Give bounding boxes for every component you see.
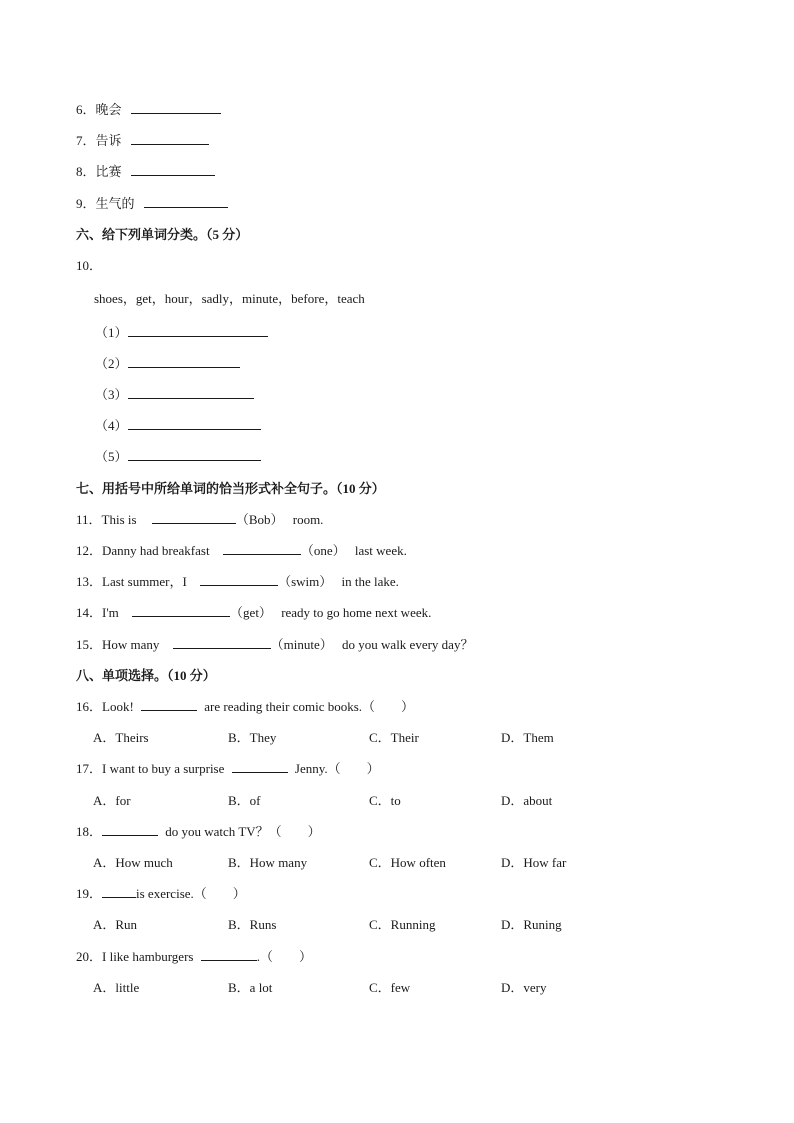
- option-a[interactable]: A．for: [93, 793, 131, 808]
- option-b[interactable]: B．a lot: [228, 980, 273, 995]
- category-label: （5）: [95, 449, 128, 464]
- question-20: [76, 948, 312, 966]
- question-text: 15．How many: [76, 637, 160, 652]
- word-hint: （swim）: [278, 574, 333, 589]
- answer-blank[interactable]: [223, 542, 301, 555]
- word-hint: （get）: [230, 605, 272, 620]
- answer-blank[interactable]: [141, 698, 197, 711]
- option-c[interactable]: C．to: [369, 793, 401, 808]
- category-item-2: [95, 355, 240, 373]
- category-item-5: [95, 448, 261, 466]
- answer-blank[interactable]: [131, 101, 221, 114]
- word-list: shoes，get，hour，sadly，minute，before，teach: [94, 291, 365, 306]
- question-19: [76, 885, 246, 903]
- section-7-heading: 七、用括号中所给单词的恰当形式补全句子。（10 分）: [76, 481, 385, 496]
- vocab-item-6: [76, 101, 221, 119]
- question-text: 14．I'm: [76, 605, 119, 620]
- option-d[interactable]: D．How far: [501, 855, 567, 870]
- vocab-item-9: [76, 195, 228, 213]
- question-14: [76, 604, 431, 622]
- answer-blank[interactable]: [201, 948, 257, 961]
- vocab-number: 6．: [76, 102, 96, 117]
- question-text-end: .（ ）: [256, 949, 312, 964]
- category-item-1: [95, 324, 268, 342]
- option-c[interactable]: C．Running: [369, 917, 436, 932]
- answer-blank[interactable]: [144, 195, 228, 208]
- option-a[interactable]: A．Run: [93, 917, 138, 932]
- answer-blank[interactable]: [200, 573, 278, 586]
- question-text: 17．I want to buy a surprise: [76, 761, 225, 776]
- answer-blank[interactable]: [102, 885, 136, 898]
- section-8-heading: 八、单项选择。（10 分）: [76, 668, 216, 683]
- answer-blank[interactable]: [131, 132, 209, 145]
- question-text-end: Jenny.（ ）: [294, 761, 380, 776]
- vocab-number: 9．: [76, 196, 96, 211]
- vocab-item-7: [76, 132, 209, 150]
- question-text: 13．Last summer，I: [76, 574, 187, 589]
- question-13: [76, 573, 399, 591]
- vocab-word: 晚会: [95, 102, 122, 117]
- question-text-end: do you walk every day？: [342, 637, 474, 652]
- answer-blank[interactable]: [131, 163, 215, 176]
- vocab-item-8: [76, 163, 215, 181]
- option-d[interactable]: D．about: [501, 793, 553, 808]
- option-b[interactable]: B．They: [228, 730, 277, 745]
- option-a[interactable]: A．Theirs: [93, 730, 149, 745]
- answer-blank[interactable]: [128, 355, 240, 368]
- question-text-end: do you watch TV？（ ）: [165, 824, 321, 839]
- category-label: （4）: [95, 418, 128, 433]
- question-text: 11．This is: [76, 512, 137, 527]
- answer-blank[interactable]: [128, 417, 261, 430]
- answer-blank[interactable]: [128, 386, 254, 399]
- option-d[interactable]: D．Runing: [501, 917, 562, 932]
- option-a[interactable]: A．How much: [93, 855, 173, 870]
- option-c[interactable]: C．How often: [369, 855, 446, 870]
- answer-blank[interactable]: [128, 324, 268, 337]
- category-label: （3）: [95, 387, 128, 402]
- option-b[interactable]: B．How many: [228, 855, 308, 870]
- question-text-end: is exercise.（ ）: [136, 886, 246, 901]
- question-text: 20．I like hamburgers: [76, 949, 194, 964]
- section-6-heading: 六、给下列单词分类。（5 分）: [76, 227, 249, 242]
- question-text: 19．: [76, 886, 103, 901]
- answer-blank[interactable]: [132, 604, 230, 617]
- option-c[interactable]: C．Their: [369, 730, 419, 745]
- option-d[interactable]: D．Them: [501, 730, 554, 745]
- word-hint: （minute）: [270, 637, 333, 652]
- question-text-end: last week.: [354, 543, 407, 558]
- word-hint: （Bob）: [235, 512, 284, 527]
- vocab-number: 8．: [76, 164, 96, 179]
- vocab-word: 生气的: [95, 196, 135, 211]
- option-b[interactable]: B．Runs: [228, 917, 277, 932]
- question-18: [76, 823, 321, 841]
- question-10-number: 10．: [76, 258, 103, 273]
- category-item-4: [95, 417, 261, 435]
- option-c[interactable]: C．few: [369, 980, 411, 995]
- question-12: [76, 542, 407, 560]
- answer-blank[interactable]: [152, 511, 236, 524]
- question-text-end: room.: [292, 512, 324, 527]
- category-item-3: [95, 386, 254, 404]
- question-text: 12．Danny had breakfast: [76, 543, 210, 558]
- category-label: （2）: [95, 356, 128, 371]
- question-17: [76, 760, 380, 778]
- answer-blank[interactable]: [128, 448, 261, 461]
- category-label: （1）: [95, 325, 128, 340]
- question-15: [76, 636, 473, 654]
- vocab-word: 比赛: [95, 164, 122, 179]
- question-text: 16．Look!: [76, 699, 134, 714]
- question-text-end: in the lake.: [341, 574, 399, 589]
- vocab-number: 7．: [76, 133, 96, 148]
- vocab-word: 告诉: [95, 133, 122, 148]
- question-text-end: ready to go home next week.: [281, 605, 432, 620]
- question-16: [76, 698, 414, 716]
- answer-blank[interactable]: [102, 823, 158, 836]
- option-a[interactable]: A．little: [93, 980, 140, 995]
- question-text: 18．: [76, 824, 103, 839]
- answer-blank[interactable]: [173, 636, 271, 649]
- answer-blank[interactable]: [232, 760, 288, 773]
- option-d[interactable]: D．very: [501, 980, 547, 995]
- option-b[interactable]: B．of: [228, 793, 261, 808]
- question-11: [76, 511, 323, 529]
- word-hint: （one）: [300, 543, 346, 558]
- question-text-end: are reading their comic books.（ ）: [204, 699, 415, 714]
